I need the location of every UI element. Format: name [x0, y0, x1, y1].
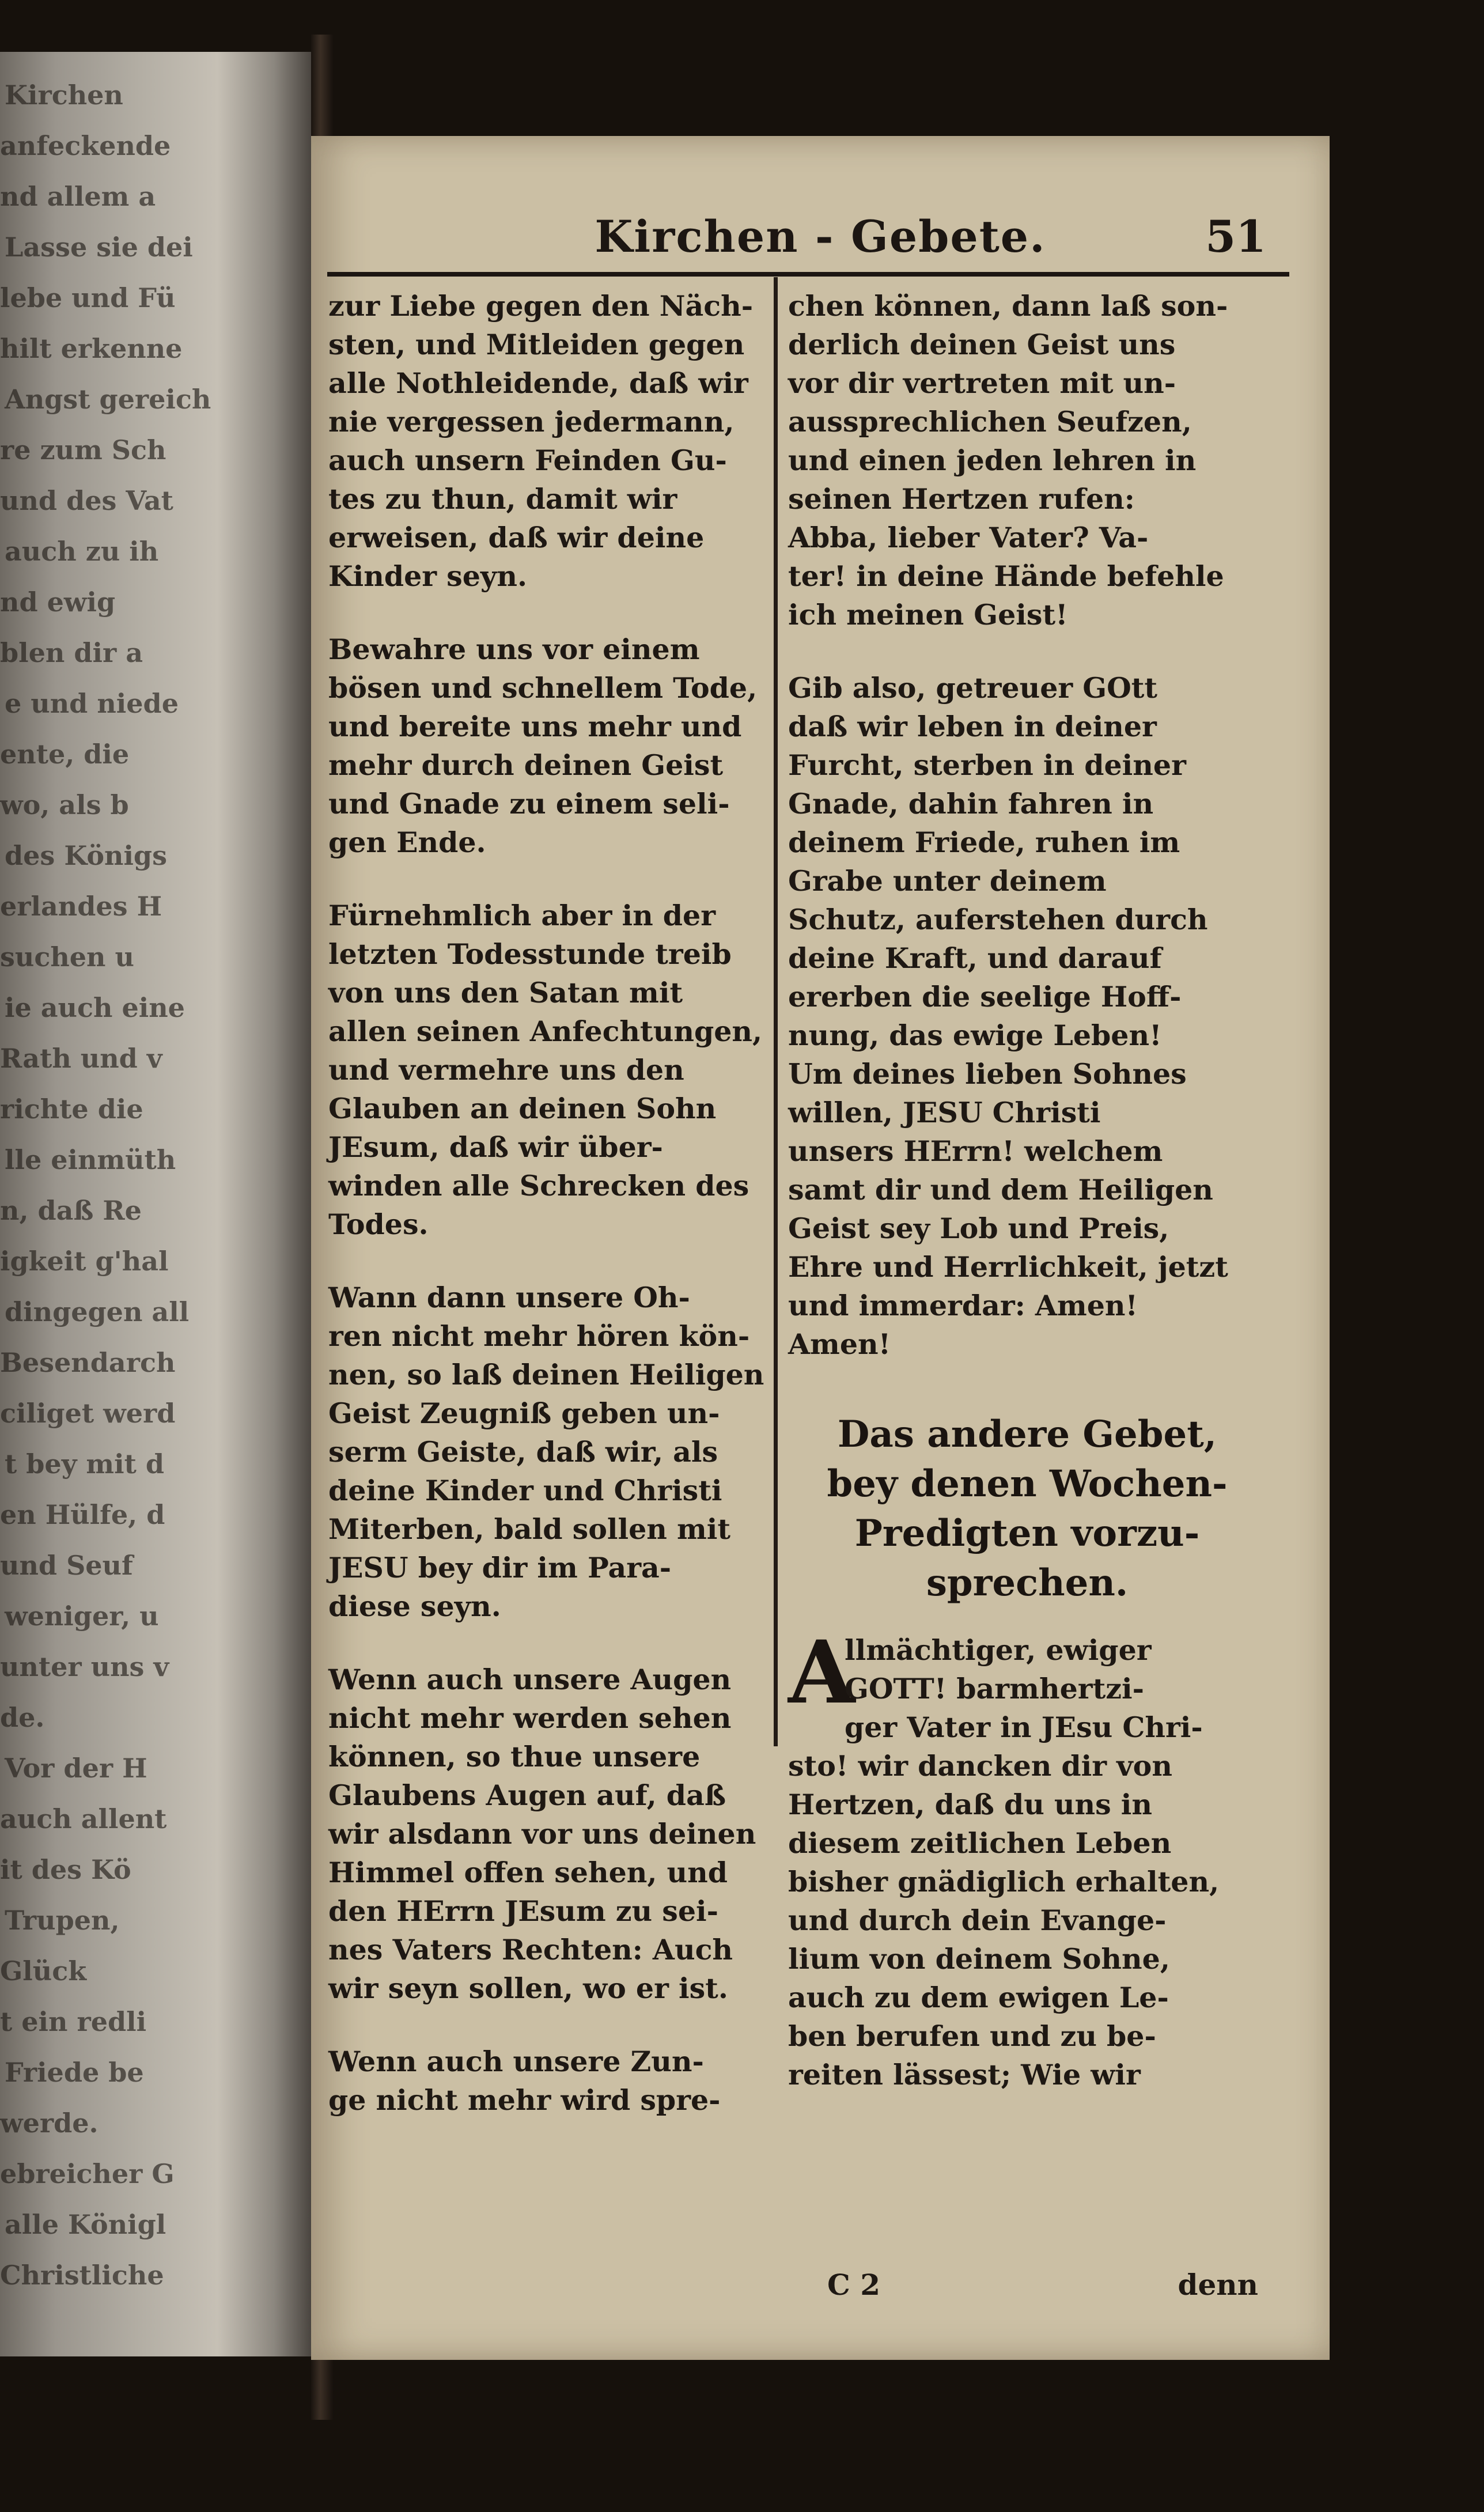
- text-line: und einen jeden lehren in: [788, 444, 1197, 477]
- facing-page-fragment: de.: [0, 1702, 45, 1733]
- text-line: ter! in deine Hände befehle: [788, 559, 1224, 593]
- paragraph-gap: [328, 2008, 766, 2042]
- facing-page-fragment: Kirchen: [5, 80, 123, 111]
- facing-page-fragment: t ein redli: [0, 2006, 147, 2037]
- text-line: ich meinen Geist!: [788, 598, 1068, 631]
- text-line: daß wir leben in deiner: [788, 710, 1157, 743]
- text-line: ger Vater in JEsu Chri-: [845, 1711, 1203, 1744]
- heading-line: sprechen.: [926, 1561, 1129, 1605]
- text-line: diese seyn.: [328, 1590, 501, 1623]
- facing-page-fragment: alle Königl: [5, 2209, 166, 2240]
- facing-page-fragment: Rath und v: [0, 1043, 162, 1074]
- text-line: ererben die seelige Hoff-: [788, 980, 1182, 1013]
- paragraph-gap: [328, 596, 766, 630]
- text-line: Grabe unter deinem: [788, 864, 1107, 898]
- heading-line: bey denen Wochen-: [827, 1462, 1228, 1505]
- facing-page-fragment: Lasse sie dei: [5, 232, 193, 263]
- heading-line: Das andere Gebet,: [837, 1413, 1217, 1456]
- header-rule: [327, 272, 1289, 277]
- text-line: gen Ende.: [328, 826, 486, 859]
- text-line: Kinder seyn.: [328, 559, 528, 593]
- text-line: Todes.: [328, 1208, 429, 1241]
- text-line: ge nicht mehr wird spre-: [328, 2083, 721, 2117]
- text-line: nie vergessen jedermann,: [328, 405, 735, 438]
- text-line: Ehre und Herrlichkeit, jetzt: [788, 1250, 1228, 1284]
- facing-page-fragment: ente, die: [0, 739, 130, 770]
- facing-page-fragment: ebreicher G: [0, 2158, 175, 2189]
- facing-page-fragment: richte die: [0, 1094, 143, 1125]
- text-line: Miterben, bald sollen mit: [328, 1512, 731, 1546]
- text-line: und Gnade zu einem seli-: [328, 787, 730, 820]
- text-line: deine Kinder und Christi: [328, 1474, 722, 1507]
- facing-page-fragment: it des Kö: [0, 1854, 131, 1885]
- text-line: chen können, dann laß son-: [788, 289, 1228, 323]
- text-line: auch unsern Feinden Gu-: [328, 444, 727, 477]
- text-line: wir alsdann vor uns deinen: [328, 1817, 756, 1851]
- text-line: Hertzen, daß du uns in: [788, 1788, 1153, 1821]
- facing-page-fragment: weniger, u: [5, 1601, 159, 1632]
- text-line: nung, das ewige Leben!: [788, 1019, 1162, 1052]
- text-line: und immerdar: Amen!: [788, 1289, 1138, 1322]
- column-divider: [774, 277, 778, 1746]
- page-number: 51: [1205, 211, 1266, 262]
- paragraph-gap: [328, 1244, 766, 1278]
- text-line: Gib also, getreuer GOtt: [788, 671, 1158, 705]
- section-heading: [788, 1410, 1266, 1608]
- text-line: Schutz, auferstehen durch: [788, 903, 1208, 936]
- text-line: samt dir und dem Heiligen: [788, 1173, 1213, 1206]
- text-line: Geist sey Lob und Preis,: [788, 1212, 1169, 1245]
- text-line: deinem Friede, ruhen im: [788, 826, 1180, 859]
- facing-page-fragment: igkeit g'hal: [0, 1246, 169, 1277]
- text-line: Furcht, sterben in deiner: [788, 748, 1186, 782]
- facing-page-fragment: t bey mit d: [5, 1448, 165, 1480]
- facing-page-fragment: anfeckende: [0, 130, 171, 161]
- text-line: sto! wir dancken dir von: [788, 1749, 1172, 1783]
- text-line: vor dir vertreten mit un-: [788, 366, 1176, 400]
- text-line: bisher gnädiglich erhalten,: [788, 1865, 1220, 1898]
- facing-page-fragment: lle einmüth: [5, 1144, 176, 1175]
- text-line: unsers HErrn! welchem: [788, 1134, 1163, 1168]
- text-line: Wann dann unsere Oh-: [328, 1281, 690, 1314]
- text-line: tes zu thun, damit wir: [328, 482, 677, 516]
- facing-page-fragment: unter uns v: [0, 1651, 169, 1682]
- facing-page-fragment: Glück: [0, 1955, 87, 1987]
- text-line: aussprechlichen Seufzen,: [788, 405, 1192, 438]
- facing-page-fragment: auch allent: [0, 1803, 167, 1834]
- text-line: Abba, lieber Vater? Va-: [788, 521, 1149, 554]
- facing-page-fragment: wo, als b: [0, 789, 129, 820]
- facing-page-fragment: en Hülfe, d: [0, 1499, 165, 1530]
- text-line: Gnade, dahin fahren in: [788, 787, 1154, 820]
- facing-page-edge: [0, 52, 311, 2356]
- facing-page-fragment: Angst gereich: [5, 384, 211, 415]
- facing-page-fragment: des Königs: [5, 840, 167, 871]
- facing-page-fragment: lebe und Fü: [0, 282, 176, 313]
- text-line: Fürnehmlich aber in der: [328, 899, 716, 932]
- running-title: Kirchen - Gebete.: [595, 211, 1046, 262]
- text-line: allen seinen Anfechtungen,: [328, 1015, 763, 1048]
- text-line: letzten Todesstunde treib: [328, 937, 732, 971]
- text-line: ben berufen und zu be-: [788, 2019, 1156, 2053]
- text-line: bösen und schnellem Tode,: [328, 671, 758, 705]
- facing-page-fragment: und des Vat: [0, 485, 173, 516]
- facing-page-fragment: re zum Sch: [0, 434, 166, 466]
- text-line: Bewahre uns vor einem: [328, 633, 700, 666]
- text-line: alle Nothleidende, daß wir: [328, 366, 748, 400]
- text-line: erweisen, daß wir deine: [328, 521, 705, 554]
- text-line: Geist Zeugniß geben un-: [328, 1397, 720, 1430]
- facing-page-fragment: ciliget werd: [0, 1398, 176, 1429]
- facing-page-fragment: blen dir a: [0, 637, 143, 668]
- text-line: können, so thue unsere: [328, 1740, 701, 1773]
- text-line: JESU bey dir im Para-: [328, 1551, 672, 1584]
- facing-page-fragment: Vor der H: [5, 1753, 147, 1784]
- text-line: wir seyn sollen, wo er ist.: [328, 1972, 728, 2005]
- catchword: denn: [1178, 2268, 1258, 2302]
- signature-mark: C 2: [827, 2268, 880, 2302]
- facing-page-fragment: nd allem a: [0, 181, 156, 212]
- facing-page-fragment: suchen u: [0, 941, 134, 973]
- text-line: JEsum, daß wir über-: [328, 1130, 663, 1164]
- text-line: Wenn auch unsere Zun-: [328, 2045, 704, 2078]
- text-line: Wenn auch unsere Augen: [328, 1663, 732, 1696]
- facing-page-fragment: nd ewig: [0, 587, 116, 618]
- text-line: llmächtiger, ewiger: [845, 1633, 1152, 1667]
- text-line: Glauben an deinen Sohn: [328, 1092, 717, 1125]
- text-line: Amen!: [788, 1327, 891, 1361]
- text-line: und vermehre uns den: [328, 1053, 684, 1087]
- facing-page-fragment: Trupen,: [5, 1905, 120, 1936]
- text-line: reiten lässest; Wie wir: [788, 2058, 1141, 2091]
- text-line: den HErrn JEsum zu sei-: [328, 1894, 718, 1928]
- text-line: lium von deinem Sohne,: [788, 1942, 1170, 1976]
- facing-page-fragment: auch zu ih: [5, 536, 159, 567]
- text-line: nicht mehr werden sehen: [328, 1701, 732, 1735]
- drop-cap: A: [788, 1622, 855, 1723]
- facing-page-fragment: hilt erkenne: [0, 333, 183, 364]
- left-column: [328, 287, 766, 2120]
- text-line: winden alle Schrecken des: [328, 1169, 749, 1202]
- text-line: ren nicht mehr hören kön-: [328, 1319, 750, 1353]
- text-line: auch zu dem ewigen Le-: [788, 1981, 1169, 2014]
- text-line: Himmel offen sehen, und: [328, 1856, 728, 1889]
- facing-page-fragment: ie auch eine: [5, 992, 185, 1023]
- closing-prayer-text: [788, 287, 1266, 1364]
- facing-page-fragment: n, daß Re: [0, 1195, 142, 1226]
- text-line: und bereite uns mehr und: [328, 710, 742, 743]
- text-line: mehr durch deinen Geist: [328, 748, 724, 782]
- text-line: nes Vaters Rechten: Auch: [328, 1933, 733, 1966]
- paragraph-gap: [328, 862, 766, 896]
- right-column: [788, 287, 1266, 2094]
- paragraph-gap: [328, 1626, 766, 1660]
- text-line: zur Liebe gegen den Näch-: [328, 289, 754, 323]
- text-line: Um deines lieben Sohnes: [788, 1057, 1187, 1091]
- facing-page-fragment: und Seuf: [0, 1550, 133, 1581]
- text-line: von uns den Satan mit: [328, 976, 683, 1009]
- text-line: derlich deinen Geist uns: [788, 328, 1176, 361]
- facing-page-fragment: Christliche: [0, 2260, 164, 2291]
- text-line: diesem zeitlichen Leben: [788, 1826, 1172, 1860]
- paragraph-gap: [788, 634, 1266, 669]
- facing-page-fragment: dingegen all: [5, 1296, 190, 1327]
- text-line: nen, so laß deinen Heiligen: [328, 1358, 764, 1391]
- facing-page-fragment: werde.: [0, 2108, 99, 2139]
- text-line: GOTT! barmhertzi-: [845, 1672, 1144, 1705]
- prayer-body: [788, 1622, 1266, 2094]
- running-head: [311, 211, 1330, 274]
- text-line: serm Geiste, daß wir, als: [328, 1435, 718, 1469]
- text-line: sten, und Mitleiden gegen: [328, 328, 745, 361]
- heading-line: Predigten vorzu-: [854, 1512, 1200, 1555]
- facing-page-fragment: Friede be: [5, 2057, 144, 2088]
- text-line: willen, JESU Christi: [788, 1096, 1101, 1129]
- facing-page-fragment: erlandes H: [0, 891, 162, 922]
- text-line: deine Kraft, und darauf: [788, 941, 1162, 975]
- text-line: seinen Hertzen rufen:: [788, 482, 1135, 516]
- facing-page-fragment: Besendarch: [0, 1347, 176, 1378]
- text-line: und durch dein Evange-: [788, 1904, 1167, 1937]
- text-line: Glaubens Augen auf, daß: [328, 1779, 726, 1812]
- facing-page-fragment: e und niede: [5, 688, 179, 719]
- book-page: [311, 136, 1330, 2360]
